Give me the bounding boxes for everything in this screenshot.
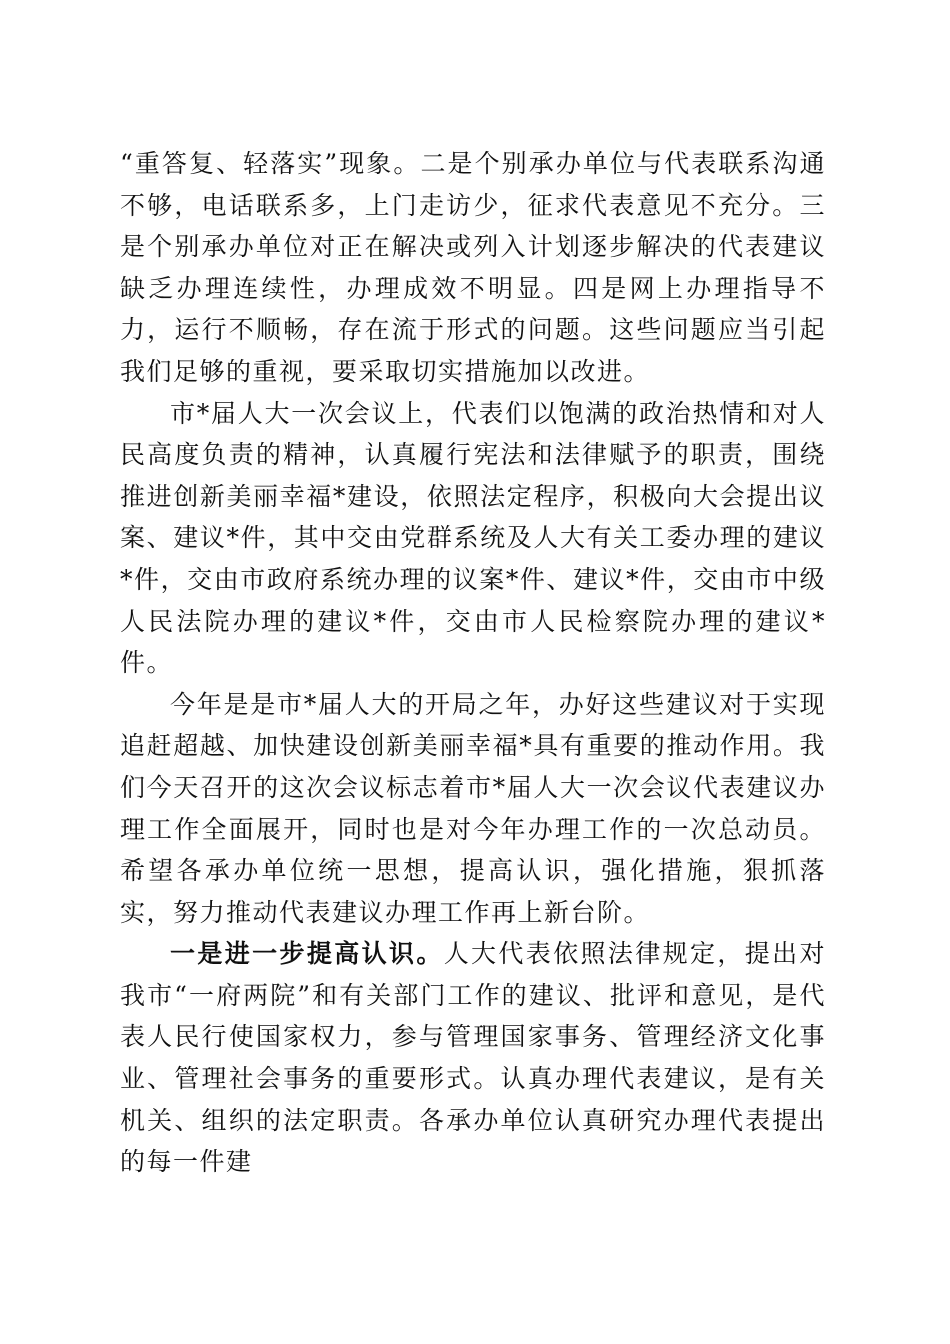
- paragraph-lead-heading: 一是进一步提高认识。: [170, 939, 444, 969]
- paragraph-proposals-summary: 市*届人大一次会议上，代表们以饱满的政治热情和对人民高度负责的精神，认真履行宪法和法律赋予的职责，围绕推进创新美丽幸福*建设，依照法定程序，积极向大会提出议案、建议*件，其中交由党群系统及人大有关工委办理的建议*件，交由市政府系统办理的议案*件、建议*件，交由市中级人民法院办理的建议*件，交由市人民检察院办理的建议*件。: [120, 398, 826, 678]
- paragraph-raise-awareness: [120, 933, 826, 1183]
- paragraph-body-text: 人大代表依照法律规定，提出对我市“一府两院”和有关部门工作的建议、批评和意见，是代表人民行使国家权力，参与管理国家事务、管理经济文化事业、管理社会事务的重要形式。认真办理代表建议，是有关机关、组织的法定职责。各承办单位认真研究办理代表提出的每一件建: [120, 939, 826, 1177]
- document-page: [120, 143, 826, 1183]
- paragraph-continuation: “重答复、轻落实”现象。二是个别承办单位与代表联系沟通不够，电话联系多，上门走访少，征求代表意见不充分。三是个别承办单位对正在解决或列入计划逐步解决的代表建议缺乏办理连续性，办理成效不明显。四是网上办理指导不力，运行不顺畅，存在流于形式的问题。这些问题应当引起我们足够的重视，要采取切实措施加以改进。: [120, 149, 826, 386]
- paragraph-opening-year: 今年是是市*届人大的开局之年，办好这些建议对于实现追赶超越、加快建设创新美丽幸福*具有重要的推动作用。我们今天召开的这次会议标志着市*届人大一次会议代表建议办理工作全面展开，同时也是对今年办理工作的一次总动员。希望各承办单位统一思想，提高认识，强化措施，狠抓落实，努力推动代表建议办理工作再上新台阶。: [120, 689, 826, 927]
